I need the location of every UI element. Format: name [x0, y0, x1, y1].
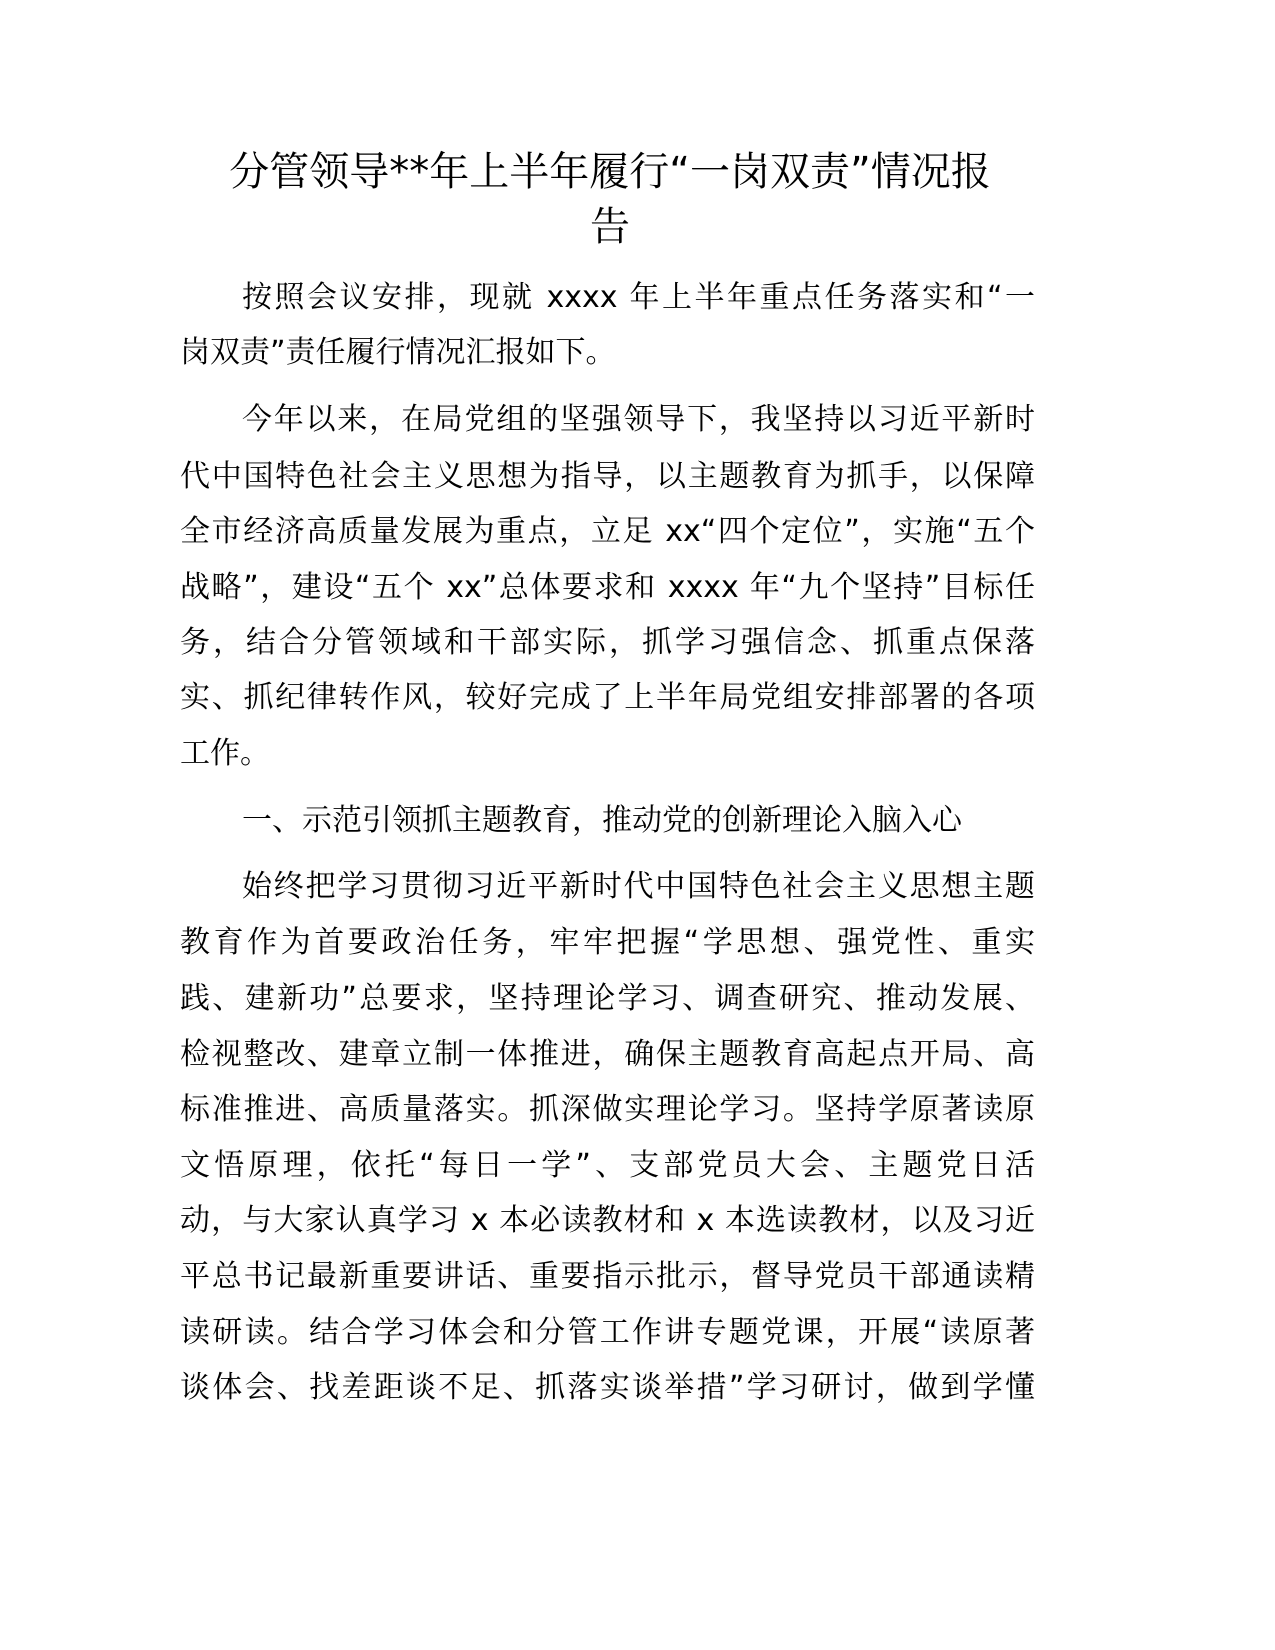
section-heading-line: 一、示范引领抓主题教育，推动党的创新理论入脑入心 — [242, 803, 962, 838]
body-paragraph-line: 动，与大家认真学习 x 本必读教材和 x 本选读教材，以及习近 — [180, 1203, 1035, 1238]
body-paragraph-line: 读研读。结合学习体会和分管工作讲专题党课，开展“读原著 — [180, 1315, 1035, 1350]
body-paragraph-line: 践、建新功”总要求，坚持理论学习、调查研究、推动发展、 — [180, 981, 1035, 1016]
summary-paragraph-line: 代中国特色社会主义思想为指导，以主题教育为抓手，以保障 — [180, 459, 1035, 494]
body-paragraph-line: 始终把学习贯彻习近平新时代中国特色社会主义思想主题 — [242, 869, 1035, 904]
summary-paragraph-line: 工作。 — [180, 736, 270, 771]
summary-paragraph-line: 今年以来，在局党组的坚强领导下，我坚持以习近平新时 — [242, 402, 1035, 437]
intro-paragraph-line: 岗双责”责任履行情况汇报如下。 — [180, 335, 616, 370]
body-paragraph-line: 教育作为首要政治任务，牢牢把握“学思想、强党性、重实 — [180, 925, 1035, 960]
document-title-line: 分管领导**年上半年履行“一岗双责”情况报 — [229, 149, 991, 195]
summary-paragraph-line: 全市经济高质量发展为重点，立足 xx“四个定位”，实施“五个 — [180, 514, 1035, 549]
body-paragraph-line: 检视整改、建章立制一体推进，确保主题教育高起点开局、高 — [180, 1037, 1035, 1072]
summary-paragraph-line: 战略”，建设“五个 xx”总体要求和 xxxx 年“九个坚持”目标任 — [180, 570, 1035, 605]
body-paragraph-line: 平总书记最新重要讲话、重要指示批示，督导党员干部通读精 — [180, 1259, 1035, 1294]
document-title-line: 告 — [590, 204, 630, 250]
body-paragraph-line: 文悟原理，依托“每日一学”、支部党员大会、主题党日活 — [180, 1148, 1035, 1183]
body-paragraph-line: 标准推进、高质量落实。抓深做实理论学习。坚持学原著读原 — [180, 1092, 1035, 1127]
summary-paragraph-line: 务，结合分管领域和干部实际，抓学习强信念、抓重点保落 — [180, 625, 1035, 660]
summary-paragraph-line: 实、抓纪律转作风，较好完成了上半年局党组安排部署的各项 — [180, 680, 1035, 715]
body-paragraph-line: 谈体会、找差距谈不足、抓落实谈举措”学习研讨，做到学懂 — [180, 1370, 1035, 1405]
intro-paragraph-line: 按照会议安排，现就 xxxx 年上半年重点任务落实和“一 — [242, 280, 1035, 315]
